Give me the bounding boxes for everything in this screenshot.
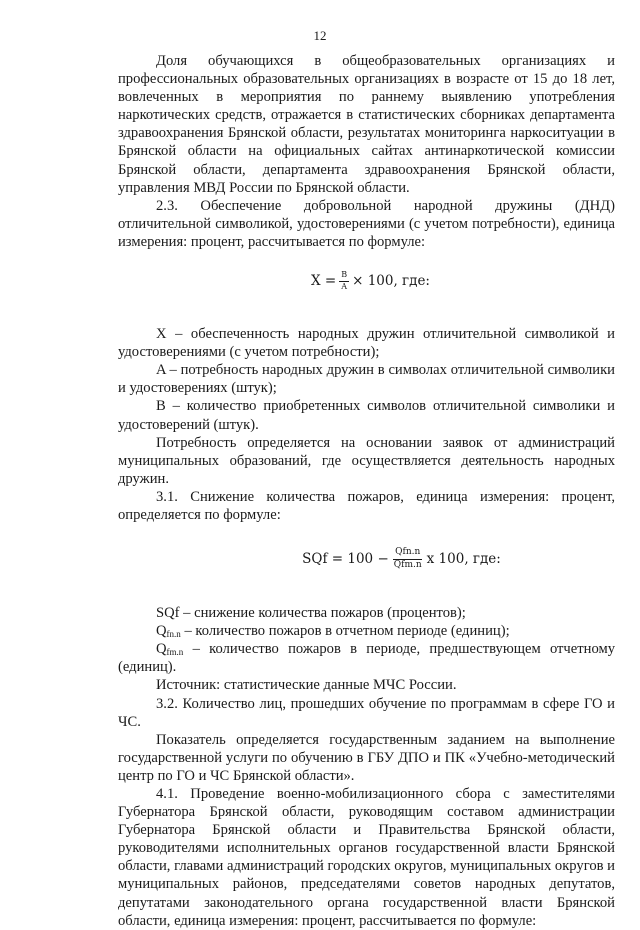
formula-equals: = xyxy=(324,272,337,289)
paragraph-share-of-students: Доля обучающихся в общеобразовательных организациях и профессиональных образовательных организациях в возрасте от 15 до 18 лет, вовлеченных в мероприятия по раннему выявлению употребления наркотических средств, отражается в статистических сборниках департамента здравоохранения Брянской области, результатах мониторинга наркоситуации в Брянской области на официальных сайтах антинаркотической комиссии Брянской области, департамента здравоохранения Брянской области, управления МВД России по Брянской области. xyxy=(118,53,615,196)
formula-fraction xyxy=(339,271,349,291)
formula-numerator: B xyxy=(339,271,349,281)
symbol-subscript: fn.n xyxy=(166,629,181,640)
definition-a: A – потребность народных дружин в символах отличительной символики и удостоверениях (штук); xyxy=(118,362,615,397)
formula-equals: = xyxy=(331,551,344,568)
paragraph-3-1-fires-heading: 3.1. Снижение количества пожаров, единица измерения: процент, определяется по формуле: xyxy=(118,488,615,523)
definition-b: B – количество приобретенных символов отличительной символики и удостоверений (штук). xyxy=(118,398,615,433)
paragraph-source: Источник: статистические данные МЧС России. xyxy=(156,677,457,694)
paragraph-3-2-training: 3.2. Количество лиц, прошедших обучение по программам в сфере ГО и ЧС. xyxy=(118,695,615,730)
formula-minus: − xyxy=(377,551,389,568)
formula-x-provision xyxy=(118,255,615,307)
formula-minuend: 100 xyxy=(347,551,374,568)
definition-qfn xyxy=(118,622,615,640)
paragraph-4-1-mobilization: 4.1. Проведение военно-мобилизационного сбора с заместителями Губернатора Брянской области, руководящим составом администрации Губернатора Брянской области и Правительства Брянской области, руководителями исполнительных органов государственной власти Брянской области, главами администраций городских округов, муниципальных округов и муниципальных районов, председателями советов народных депутатов, депутатами законодательного органа государственной власти Брянской области, единица измерения: процент, рассчитывается по формуле: xyxy=(118,786,615,929)
document-body xyxy=(118,52,615,930)
page-number: 12 xyxy=(313,28,327,43)
formula-denominator: Qfm.n xyxy=(393,559,422,570)
paragraph-state-assignment: Показатель определяется государственным заданием на выполнение государственной услуги по обучению в ГБУ ДПО и ПК «Учебно-методический центр по ГО и ЧС Брянской области». xyxy=(118,731,615,784)
formula-sqf xyxy=(118,530,615,588)
formula-denominator: A xyxy=(341,281,348,291)
symbol-q: Q xyxy=(156,623,167,640)
paragraph-2-3-dnd-heading: 2.3. Обеспечение добровольной народной дружины (ДНД) отличительной символикой, удостоверениями (с учетом потребности), единица измерения: процент, рассчитывается по формуле: xyxy=(118,197,615,250)
definition-x: X – обеспеченность народных дружин отличительной символикой и удостоверениями (с учетом потребности); xyxy=(118,326,615,361)
symbol-q: Q xyxy=(156,641,167,658)
formula-lhs: X xyxy=(310,272,321,289)
formula-lhs: SQf xyxy=(302,551,328,568)
paragraph-demand: Потребность определяется на основании заявок от администраций муниципальных образований, где осуществляется деятельность народных дружин. xyxy=(118,434,615,487)
symbol-subscript: fm.n xyxy=(166,647,184,658)
definition-qfm xyxy=(118,640,615,676)
formula-fraction xyxy=(392,548,424,570)
definition-text: – количество пожаров в периоде, предшествующем отчетному (единиц). xyxy=(118,641,615,676)
definition-sqf: SQf – снижение количества пожаров (процентов); xyxy=(156,605,466,622)
formula-rest: × 100, где: xyxy=(352,272,430,289)
formula-rest: x 100, где: xyxy=(426,551,501,568)
formula-numerator: Qfn.n xyxy=(393,548,422,559)
definition-text: – количество пожаров в отчетном периоде (единиц); xyxy=(180,623,510,640)
